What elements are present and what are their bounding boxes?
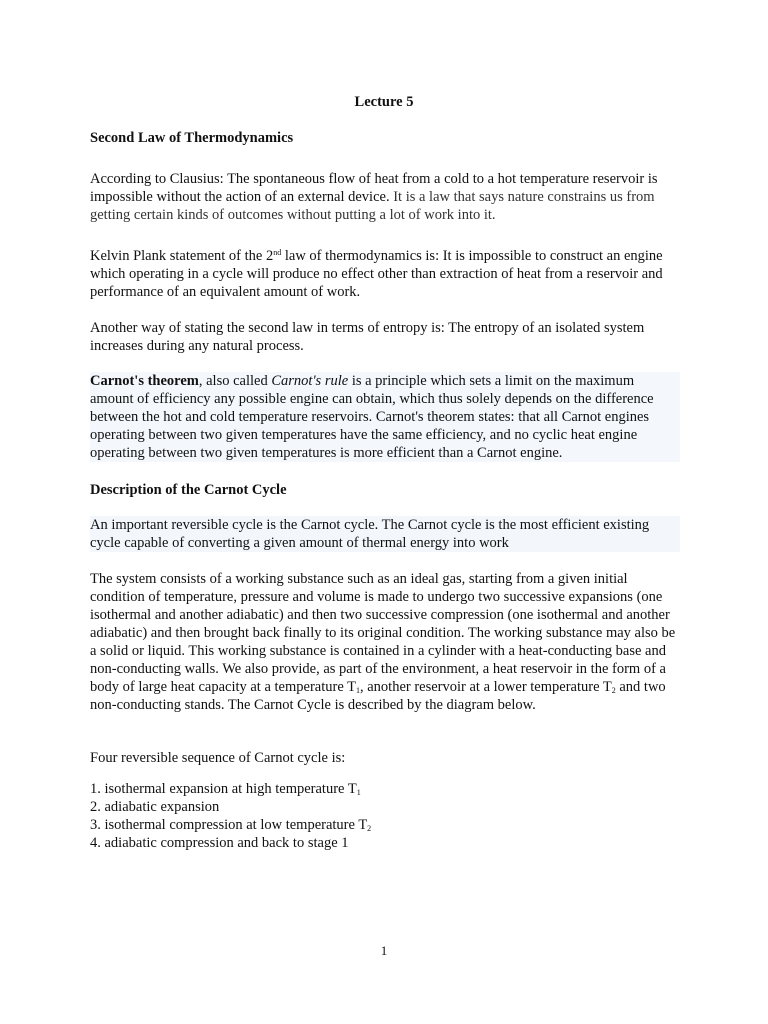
step-text: 4. adiabatic compression and back to stage 1: [90, 835, 349, 851]
carnot-theorem-paragraph: [90, 372, 680, 462]
page-number: 1: [380, 943, 388, 958]
carnot-theorem-body: is a principle which sets a limit on the maximum amount of efficiency any possible engine can obtain, which thus solely depends on the difference between the hot and cold temperature reservoirs. Carnot's theorem states: that all Carnot engines operating between two given temperatures have the same efficiency, and no cyclic heat engine operating between two given temperatures is more efficient than a Carnot engine.: [90, 373, 654, 461]
kelvin-text-end: law of thermodynamics is: It is impossible to construct an engine which operating in a cycle will produce no effect other than extraction of heat from a reservoir and performance of an equivalent amount of work.: [90, 248, 663, 300]
system-subscript-t1: 1: [355, 686, 360, 695]
carnot-theorem-connector: , also called: [198, 373, 272, 389]
list-item: [90, 780, 680, 798]
kelvin-text-start: Kelvin Plank statement of the 2: [90, 248, 274, 264]
section-heading-second-law: Second Law of Thermodynamics: [90, 130, 294, 146]
kelvin-plank-paragraph: [90, 247, 680, 301]
system-text-part2: , another reservoir at a lower temperature T: [359, 679, 612, 695]
section-heading-carnot-cycle: Description of the Carnot Cycle: [90, 482, 287, 498]
lecture-title: Lecture 5: [354, 94, 414, 110]
system-text-part3: and two non-conducting stands. The Carnot Cycle is described by the diagram below.: [90, 679, 666, 713]
clausius-explanation: It is a law that says nature constrains us from getting certain kinds of outcomes without putting a lot of work into it.: [90, 189, 655, 223]
sequence-intro: Four reversible sequence of Carnot cycle is:: [90, 750, 346, 766]
step-text: 3. isothermal compression at low temperature T: [90, 817, 368, 833]
step-text: 2. adiabatic expansion: [90, 799, 220, 815]
list-item: [90, 798, 680, 816]
carnot-steps-list: [90, 780, 680, 852]
step-subscript: 1: [356, 788, 361, 797]
list-item: [90, 816, 680, 834]
list-item: [90, 834, 680, 852]
system-subscript-t2: 2: [611, 686, 616, 695]
kelvin-superscript: nd: [273, 248, 282, 257]
step-subscript: 2: [367, 824, 372, 833]
step-text: 1. isothermal expansion at high temperature T: [90, 781, 357, 797]
carnot-theorem-term: Carnot's theorem: [90, 373, 199, 389]
reversible-cycle-paragraph: An important reversible cycle is the Carnot cycle. The Carnot cycle is the most efficient existing cycle capable of converting a given amount of thermal energy into work: [90, 516, 680, 552]
clausius-statement: According to Clausius: The spontaneous flow of heat from a cold to a hot temperature reservoir is impossible without the action of an external device.: [90, 171, 658, 205]
clausius-paragraph: [90, 170, 680, 224]
carnot-rule-term: Carnot's rule: [271, 373, 349, 389]
system-text-part1: The system consists of a working substance such as an ideal gas, starting from a given initial condition of temperature, pressure and volume is made to undergo two successive expansions (one isothermal and another adiabatic) and then two successive compression (one isothermal and another adiabatic) and then brought back finally to its original condition. The working substance may also be a solid or liquid. This working substance is contained in a cylinder with a heat-conducting base and non-conducting walls. We also provide, as part of the environment, a heat reservoir in the form of a body of large heat capacity at a temperature T: [90, 571, 676, 695]
system-description-paragraph: [90, 570, 680, 714]
entropy-paragraph: Another way of stating the second law in terms of entropy is: The entropy of an isolated system increases during any natural process.: [90, 320, 645, 354]
